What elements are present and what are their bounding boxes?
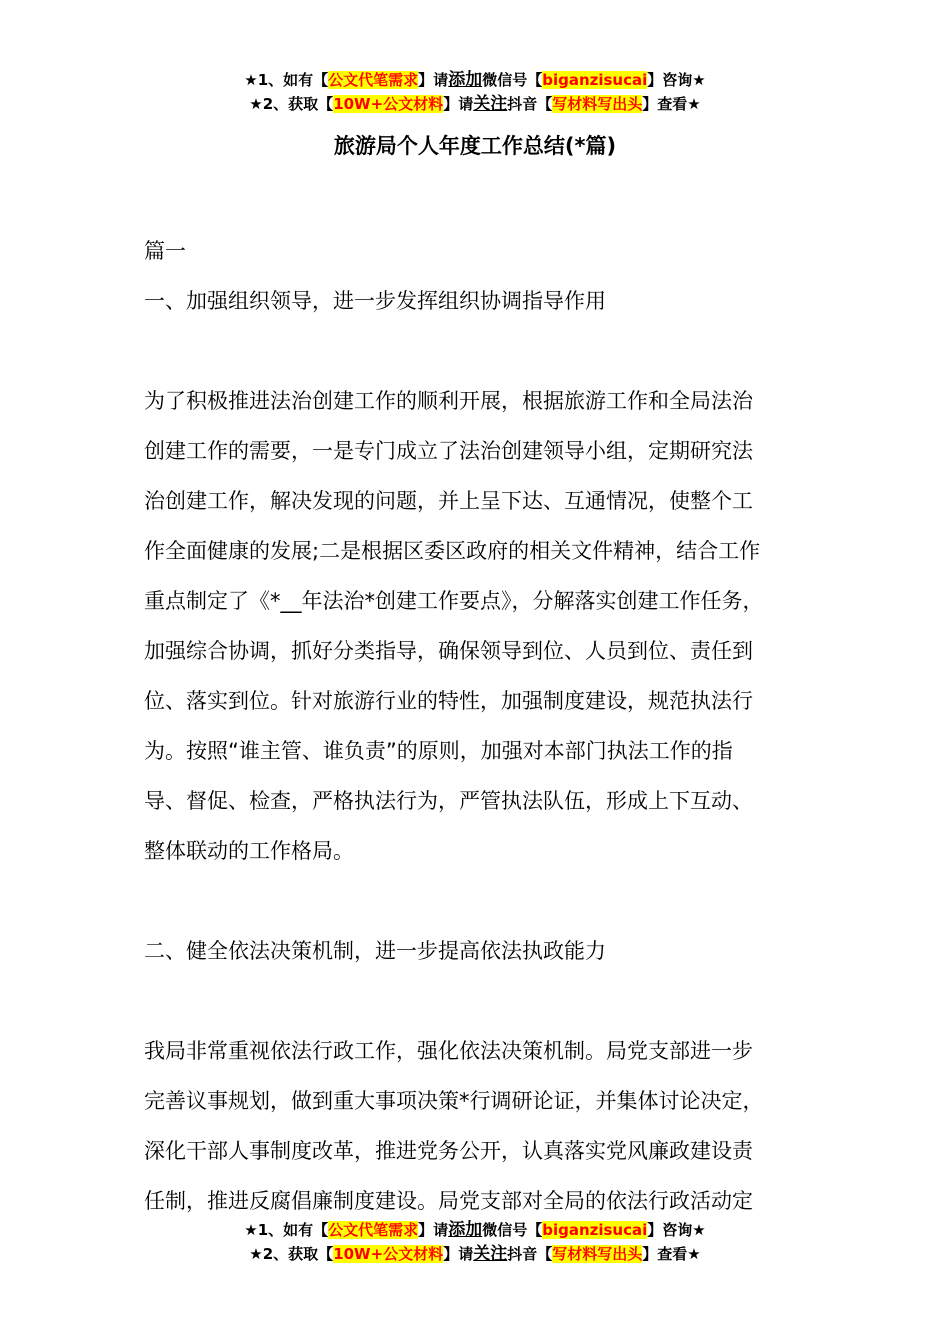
highlight-wechat-id: biganzisucai bbox=[542, 71, 648, 89]
banner-text: 抖音【 bbox=[507, 95, 553, 113]
emphasis-add: 添加 bbox=[448, 1220, 483, 1240]
banner-line-1 bbox=[0, 1218, 950, 1242]
banner-text: 】请 bbox=[418, 1221, 449, 1239]
paragraph-line: 重点制定了《*__年法治*创建工作要点》，分解落实创建工作任务， bbox=[144, 589, 764, 613]
banner-line-1 bbox=[0, 68, 950, 92]
emphasis-add: 添加 bbox=[448, 70, 483, 90]
banner-text: ★2、获取【 bbox=[249, 95, 334, 113]
banner-text: 】查看★ bbox=[642, 95, 701, 113]
paragraph-line: 导、督促、检查，严格执法行为，严管执法队伍，形成上下互动、 bbox=[144, 789, 753, 813]
paragraph-line: 为。按照“谁主管、谁负责”的原则，加强对本部门执法工作的指 bbox=[144, 739, 733, 763]
emphasis-follow: 关注 bbox=[473, 1244, 508, 1264]
paragraph-line: 作全面健康的发展;二是根据区委区政府的相关文件精神，结合工作 bbox=[144, 539, 761, 563]
document-body bbox=[144, 226, 834, 1226]
paragraph-line: 完善议事规划，做到重大事项决策*行调研论证，并集体讨论决定， bbox=[144, 1089, 764, 1113]
paragraph-line: 深化干部人事制度改革，推进党务公开，认真落实党风廉政建设责 bbox=[144, 1139, 753, 1163]
highlight-douyin-account: 写材料写出头 bbox=[552, 95, 643, 113]
banner-text: ★1、如有【 bbox=[244, 71, 329, 89]
banner-text: 】请 bbox=[443, 1245, 474, 1263]
paragraph-line: 加强综合协调，抓好分类指导，确保领导到位、人员到位、责任到 bbox=[144, 639, 753, 663]
banner-text: 】咨询★ bbox=[647, 71, 706, 89]
banner-text: 】请 bbox=[418, 71, 449, 89]
paragraph-line: 为了积极推进法治创建工作的顺利开展，根据旅游工作和全局法治 bbox=[144, 389, 753, 413]
highlight-service: 公文代笔需求 bbox=[328, 71, 419, 89]
highlight-materials: 10W+公文材料 bbox=[333, 95, 444, 113]
paragraph-line: 创建工作的需要，一是专门成立了法治创建领导小组，定期研究法 bbox=[144, 439, 753, 463]
banner-text: 微信号【 bbox=[482, 71, 543, 89]
section-heading-2: 二、健全依法决策机制，进一步提高依法执政能力 bbox=[144, 939, 606, 963]
banner-text: 微信号【 bbox=[482, 1221, 543, 1239]
banner-text: 抖音【 bbox=[507, 1245, 553, 1263]
highlight-wechat-id: biganzisucai bbox=[542, 1221, 648, 1239]
paragraph-line: 位、落实到位。针对旅游行业的特性，加强制度建设，规范执法行 bbox=[144, 689, 753, 713]
banner-text: 】咨询★ bbox=[647, 1221, 706, 1239]
banner-line-2 bbox=[0, 1242, 950, 1266]
highlight-materials: 10W+公文材料 bbox=[333, 1245, 444, 1263]
banner-text: 】查看★ bbox=[642, 1245, 701, 1263]
paragraph-line: 任制，推进反腐倡廉制度建设。局党支部对全局的依法行政活动定 bbox=[144, 1189, 753, 1213]
document-title: 旅游局个人年度工作总结(*篇) bbox=[333, 134, 617, 158]
banner-text: ★1、如有【 bbox=[244, 1221, 329, 1239]
banner-text: ★2、获取【 bbox=[249, 1245, 334, 1263]
section-heading-1: 一、加强组织领导，进一步发挥组织协调指导作用 bbox=[144, 289, 606, 313]
banner-line-2 bbox=[0, 92, 950, 116]
section-label: 篇一 bbox=[144, 239, 186, 263]
top-banner bbox=[0, 68, 950, 116]
paragraph-line: 整体联动的工作格局。 bbox=[144, 839, 354, 863]
paragraph-line: 我局非常重视依法行政工作，强化依法决策机制。局党支部进一步 bbox=[144, 1039, 753, 1063]
emphasis-follow: 关注 bbox=[473, 94, 508, 114]
highlight-service: 公文代笔需求 bbox=[328, 1221, 419, 1239]
banner-text: 】请 bbox=[443, 95, 474, 113]
paragraph-line: 治创建工作，解决发现的问题，并上呈下达、互通情况，使整个工 bbox=[144, 489, 753, 513]
bottom-banner bbox=[0, 1218, 950, 1266]
highlight-douyin-account: 写材料写出头 bbox=[552, 1245, 643, 1263]
